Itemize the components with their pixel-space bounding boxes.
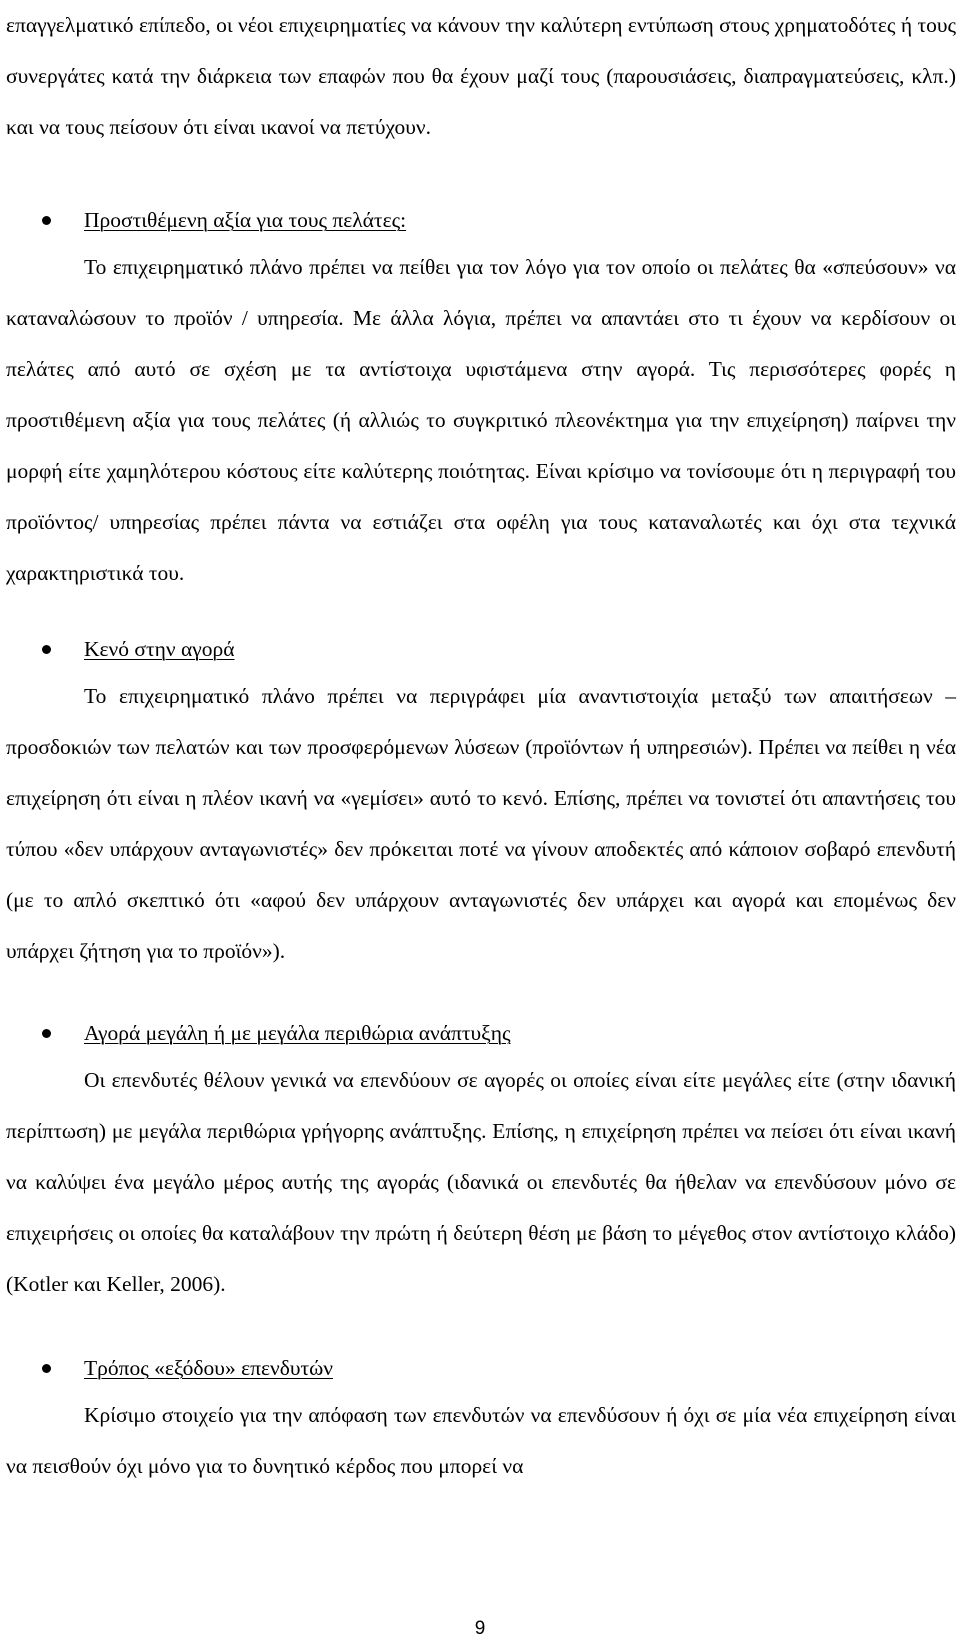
- bullet-item-market-gap: [42, 624, 234, 675]
- bullet-icon: [42, 216, 51, 225]
- section-heading: Κενό στην αγορά: [84, 637, 235, 661]
- bullet-icon: [42, 1029, 51, 1038]
- section-body: Οι επενδυτές θέλουν γενικά να επενδύουν σε αγορές οι οποίες είναι είτε μεγάλες είτε (στην ιδανική περίπτωση) με μεγάλα περιθώρια γρήγορης ανάπτυξης. Επίσης, η επιχείρηση πρέπει να πείσει ότι είναι ικανή να καλύψει ένα μεγάλο μέρος αυτής της αγοράς (ιδανικά οι επενδυτές θα ήθελαν να επενδύσουν μόνο σε επιχειρήσεις οι οποίες θα καταλάβουν την πρώτη ή δεύτερη θέση με βάση το μέγεθος στον αντίστοιχο κλάδο) (Kotler και Keller, 2006).: [6, 1068, 956, 1296]
- section-heading: Αγορά μεγάλη ή με μεγάλα περιθώρια ανάπτυξης: [84, 1021, 511, 1045]
- bullet-item-investor-exit: [42, 1343, 333, 1394]
- bullet-item-value-for-customers: [42, 195, 406, 246]
- bullet-icon: [42, 1364, 51, 1373]
- section-heading: Τρόπος «εξόδου» επενδυτών: [84, 1356, 333, 1380]
- intro-paragraph: επαγγελματικό επίπεδο, οι νέοι επιχειρηματίες να κάνουν την καλύτερη εντύπωση στους χρηματοδότες ή τους συνεργάτες κατά την διάρκεια των επαφών που θα έχουν μαζί τους (παρουσιάσεις, διαπραγματεύσεις, κλπ.) και να τους πείσουν ότι είναι ικανοί να πετύχουν.: [6, 13, 956, 139]
- bullet-icon: [42, 645, 51, 654]
- bullet-item-market-growth: [42, 1008, 511, 1059]
- section-body: Κρίσιμο στοιχείο για την απόφαση των επενδυτών να επενδύσουν ή όχι σε μία νέα επιχείρηση είναι να πεισθούν όχι μόνο για το δυνητικό κέρδος που μπορεί να: [6, 1403, 956, 1478]
- section-body: Το επιχειρηματικό πλάνο πρέπει να πείθει για τον λόγο για τον οποίο οι πελάτες θα «σπεύσουν» να καταναλώσουν το προϊόν / υπηρεσία. Με άλλα λόγια, πρέπει να απαντάει στο τι έχουν να κερδίσουν οι πελάτες από αυτό σε σχέση με τα αντίστοιχα υφιστάμενα στην αγορά. Τις περισσότερες φορές η προστιθέμενη αξία για τους πελάτες (ή αλλιώς το συγκριτικό πλεονέκτημα για την επιχείρηση) παίρνει την μορφή είτε χαμηλότερου κόστους είτε καλύτερης ποιότητας. Είναι κρίσιμο να τονίσουμε ότι η περιγραφή του προϊόντος/ υπηρεσίας πρέπει πάντα να εστιάζει στα οφέλη για τους καταναλωτές και όχι στα τεχνικά χαρακτηριστικά του.: [6, 255, 956, 585]
- section-heading: Προστιθέμενη αξία για τους πελάτες:: [84, 208, 407, 232]
- section-body: Το επιχειρηματικό πλάνο πρέπει να περιγράφει μία αναντιστοιχία μεταξύ των απαιτήσεων – προσδοκιών των πελατών και των προσφερόμενων λύσεων (προϊόντων ή υπηρεσιών). Πρέπει να πείθει η νέα επιχείρηση ότι είναι η πλέον ικανή να «γεμίσει» αυτό το κενό. Επίσης, πρέπει να τονιστεί ότι απαντήσεις του τύπου «δεν υπάρχουν ανταγωνιστές» δεν πρόκειται ποτέ να γίνουν αποδεκτές από κάποιον σοβαρό επενδυτή (με το απλό σκεπτικό ότι «αφού δεν υπάρχουν ανταγωνιστές δεν υπάρχει και αγορά και επομένως δεν υπάρχει ζήτηση για το προϊόν»).: [6, 684, 956, 963]
- page-number: 9: [474, 1618, 486, 1639]
